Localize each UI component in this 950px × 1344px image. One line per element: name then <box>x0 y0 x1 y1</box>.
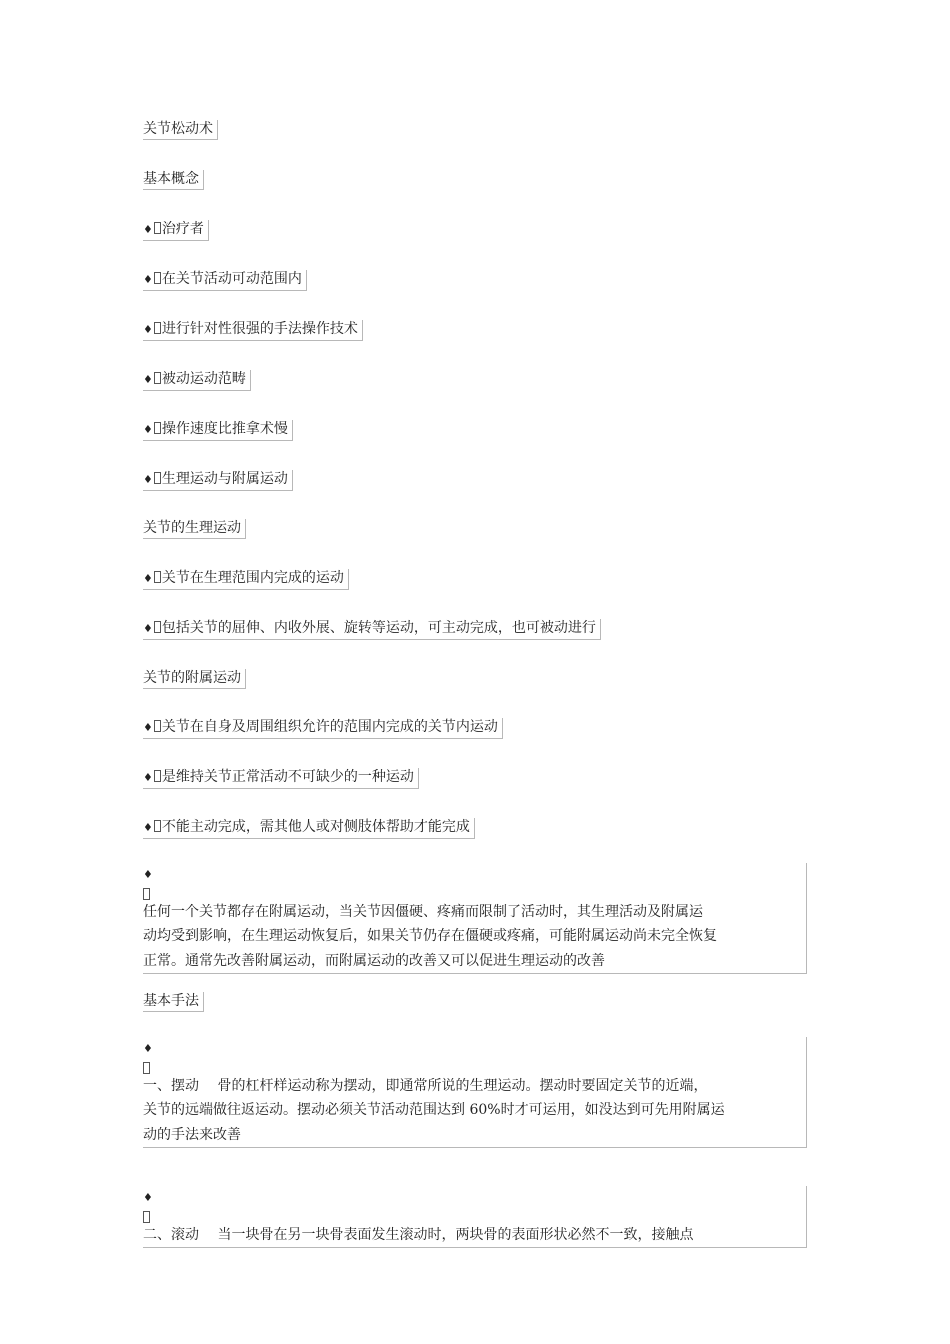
missing-glyph-icon <box>154 222 161 234</box>
diamond-bullet-icon: ♦ <box>143 771 153 784</box>
missing-glyph-icon <box>154 422 161 434</box>
doc-title: 关节松动术 <box>143 120 218 140</box>
bullet-item: ♦ 进行针对性很强的手法操作技术 <box>143 320 363 341</box>
bullet-item: ♦ 不能主动完成，需其他人或对侧肢体帮助才能完成 <box>143 818 475 839</box>
diamond-bullet-icon: ♦ <box>143 473 153 486</box>
missing-glyph-icon <box>154 571 161 583</box>
missing-glyph-icon <box>143 1062 150 1074</box>
diamond-bullet-icon: ♦ <box>143 1042 153 1055</box>
bullet-item: ♦ 被动运动范畴 <box>143 370 251 391</box>
bullet-item: ♦ 包括关节的屈伸、内收外展、旋转等运动，可主动完成，也可被动进行 <box>143 619 601 640</box>
bullet-item: ♦ 生理运动与附属运动 <box>143 470 293 491</box>
diamond-bullet-icon: ♦ <box>143 273 153 286</box>
bullet-item: ♦ 操作速度比推拿术慢 <box>143 420 293 441</box>
missing-glyph-icon <box>154 621 161 633</box>
accessory-motion-paragraph: ♦ 任何一个关节都存在附属运动，当关节因僵硬、疼痛而限制了活动时，其生理活动及附属运 动均受到影响，在生理运动恢复后，如果关节仍存在僵硬或疼痛，可能附属运动尚未完全恢复 正常。通常先改善附属运动，而附属运动的改善又可以促进生理运动的改善 <box>143 863 807 974</box>
bullet-item: ♦ 是维持关节正常活动不可缺少的一种运动 <box>143 768 419 789</box>
section-heading-basic-techniques: 基本手法 <box>143 992 204 1012</box>
bullet-item: ♦ 关节在自身及周围组织允许的范围内完成的关节内运动 <box>143 718 503 739</box>
section-heading-accessory-motion: 关节的附属运动 <box>143 669 246 689</box>
diamond-bullet-icon: ♦ <box>143 373 153 386</box>
bullet-item: ♦ 治疗者 <box>143 220 209 241</box>
missing-glyph-icon <box>154 322 161 334</box>
bullet-item: ♦ 关节在生理范围内完成的运动 <box>143 569 349 590</box>
missing-glyph-icon <box>154 372 161 384</box>
diamond-bullet-icon: ♦ <box>143 572 153 585</box>
missing-glyph-icon <box>143 888 150 900</box>
bullet-item: ♦ 在关节活动可动范围内 <box>143 270 307 291</box>
missing-glyph-icon <box>143 1211 150 1223</box>
missing-glyph-icon <box>154 272 161 284</box>
roll-technique-paragraph: ♦ 二、滚动 当一块骨在另一块骨表面发生滚动时，两块骨的表面形状必然不一致，接触点 <box>143 1186 807 1248</box>
diamond-bullet-icon: ♦ <box>143 721 153 734</box>
diamond-bullet-icon: ♦ <box>143 868 153 881</box>
section-heading-physio-motion: 关节的生理运动 <box>143 519 246 539</box>
missing-glyph-icon <box>154 770 161 782</box>
missing-glyph-icon <box>154 720 161 732</box>
swing-technique-paragraph: ♦ 一、摆动 骨的杠杆样运动称为摆动，即通常所说的生理运动。摆动时要固定关节的近端， 关节的远端做往返运动。摆动必须关节活动范围达到 60%时才可运用，如没达到可先用附属运 动的手法来改善 <box>143 1037 807 1148</box>
diamond-bullet-icon: ♦ <box>143 323 153 336</box>
diamond-bullet-icon: ♦ <box>143 223 153 236</box>
diamond-bullet-icon: ♦ <box>143 1191 153 1204</box>
missing-glyph-icon <box>154 472 161 484</box>
diamond-bullet-icon: ♦ <box>143 423 153 436</box>
section-heading-basic-concept: 基本概念 <box>143 170 204 190</box>
diamond-bullet-icon: ♦ <box>143 622 153 635</box>
diamond-bullet-icon: ♦ <box>143 821 153 834</box>
missing-glyph-icon <box>154 820 161 832</box>
